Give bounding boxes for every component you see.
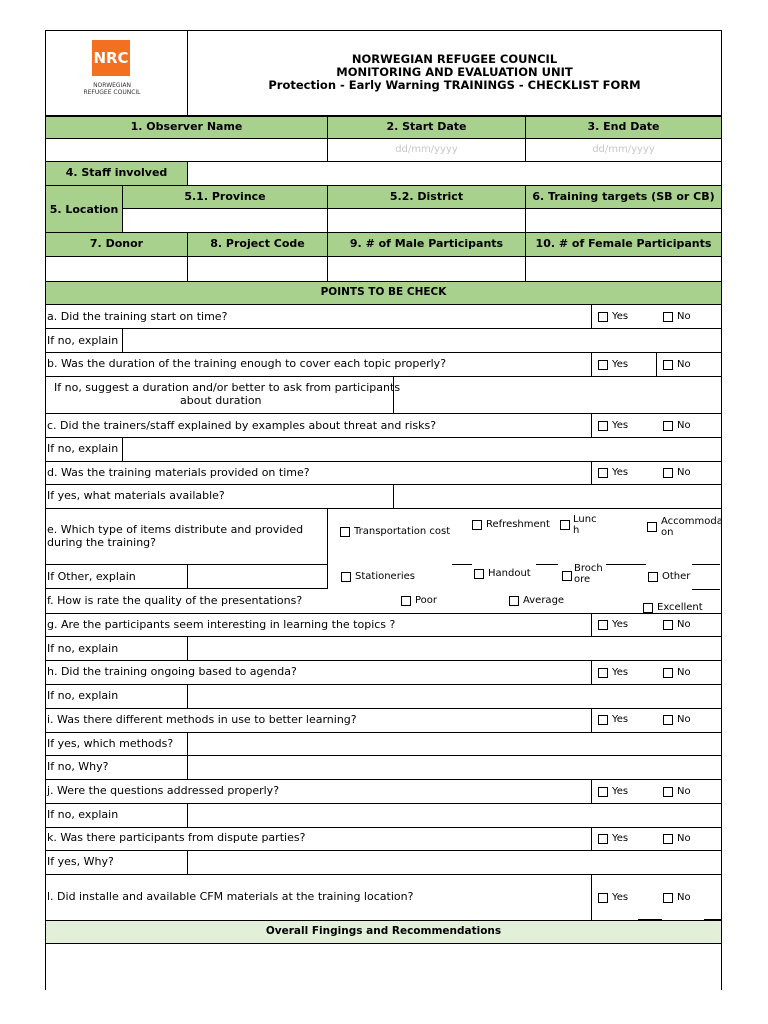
handout-label: Handout	[488, 568, 531, 579]
question-d-explain: If yes, what materials available?	[47, 489, 225, 502]
donor-field[interactable]	[45, 256, 188, 282]
district-field[interactable]	[327, 208, 526, 233]
province-field[interactable]	[122, 208, 328, 233]
yes-label: Yes	[612, 311, 629, 322]
nrc-logo: NRC	[92, 40, 130, 76]
yes-checkbox[interactable]	[598, 668, 608, 678]
yes-checkbox[interactable]	[598, 787, 608, 797]
row-line	[45, 376, 722, 377]
female-participants-label: 10. # of Female Participants	[535, 237, 712, 250]
question-a-explain: If no, explain	[47, 334, 119, 347]
option-underline	[704, 484, 721, 485]
no-label: No	[677, 833, 691, 844]
no-label: No	[677, 359, 691, 370]
donor-label: 7. Donor	[89, 237, 144, 250]
accommodation-checkbox[interactable]	[647, 522, 657, 532]
province-label: 5.1. Province	[184, 190, 266, 203]
points-section-title: POINTS TO BE CHECK	[320, 286, 447, 298]
question-j: j. Were the questions addressed properly?	[47, 784, 280, 797]
average-checkbox[interactable]	[509, 596, 519, 606]
question-i-explain-no: If no, Why?	[47, 760, 109, 773]
q-c-explain-divider	[122, 437, 123, 461]
question-k: k. Was there participants from dispute parties?	[47, 831, 306, 844]
question-i: i. Was there different methods in use to better learning?	[47, 713, 357, 726]
question-b-explain-line1: If no, suggest a duration and/or better to ask from participants	[54, 381, 401, 394]
question-l: l. Did installe and available CFM materials at the training location?	[47, 890, 414, 903]
question-f: f. How is rate the quality of the presentations?	[47, 594, 303, 607]
accommodation-label-line2: on	[661, 527, 674, 538]
question-i-explain-yes: If yes, which methods?	[47, 737, 174, 750]
brochure-label-line2: ore	[574, 574, 591, 585]
no-label: No	[677, 311, 691, 322]
logo-org-line2: REFUGEE COUNCIL	[83, 89, 141, 96]
row-line	[45, 660, 722, 661]
lunch-label-line1: Lunc	[573, 514, 597, 525]
no-checkbox[interactable]	[663, 715, 673, 725]
district-label: 5.2. District	[389, 190, 464, 203]
yes-label: Yes	[612, 420, 629, 431]
yes-checkbox[interactable]	[598, 715, 608, 725]
checklist-left-border	[45, 305, 46, 990]
yes-checkbox[interactable]	[598, 468, 608, 478]
no-checkbox[interactable]	[663, 893, 673, 903]
yes-checkbox[interactable]	[598, 620, 608, 630]
q-i-yes-divider	[187, 732, 188, 755]
no-label: No	[677, 892, 691, 903]
overall-recommendations-area[interactable]	[46, 944, 721, 990]
other-checkbox[interactable]	[648, 572, 658, 582]
yes-checkbox[interactable]	[598, 893, 608, 903]
row-line	[45, 803, 722, 804]
q-g-divider	[591, 613, 592, 636]
end-date-label: 3. End Date	[587, 120, 660, 133]
no-label: No	[677, 619, 691, 630]
question-d: d. Was the training materials provided on time?	[47, 466, 310, 479]
option-underline	[640, 484, 662, 485]
accommodation-label-line1: Accommoda	[661, 516, 723, 527]
project-code-label: 8. Project Code	[210, 237, 305, 250]
row-line	[45, 328, 722, 329]
row-line	[45, 461, 722, 462]
item-underline	[692, 564, 720, 565]
q-c-divider	[591, 413, 592, 437]
no-label: No	[677, 667, 691, 678]
row-line	[45, 755, 722, 756]
option-underline	[638, 328, 662, 329]
row-line	[45, 874, 722, 875]
question-e-line1: e. Which type of items distribute and provided	[47, 523, 304, 536]
no-checkbox[interactable]	[663, 668, 673, 678]
question-h: h. Did the training ongoing based to agenda?	[47, 665, 297, 678]
q-l-divider	[591, 874, 592, 920]
excellent-label: Excellent	[657, 602, 703, 613]
handout-checkbox[interactable]	[474, 569, 484, 579]
item-underline	[536, 564, 558, 565]
question-g: g. Are the participants seem interesting in learning the topics ?	[47, 618, 396, 631]
stationeries-checkbox[interactable]	[341, 572, 351, 582]
no-label: No	[677, 714, 691, 725]
yes-label: Yes	[612, 786, 629, 797]
no-checkbox[interactable]	[663, 620, 673, 630]
observer-name-field[interactable]	[45, 138, 328, 162]
q-b-explain-divider	[393, 376, 394, 413]
no-label: No	[677, 420, 691, 431]
start-date-placeholder: dd/mm/yyyy	[395, 144, 458, 155]
row-line	[45, 484, 722, 485]
question-e-line2: during the training?	[47, 536, 156, 549]
q-b-divider2	[656, 352, 657, 376]
q-e-divider	[327, 508, 328, 565]
male-participants-label: 9. # of Male Participants	[349, 237, 504, 250]
excellent-checkbox[interactable]	[643, 603, 653, 613]
q-k-divider	[591, 827, 592, 850]
refreshment-label: Refreshment	[486, 519, 550, 530]
no-checkbox[interactable]	[663, 360, 673, 370]
header-line2: MONITORING AND EVALUATION UNIT	[336, 65, 573, 79]
transportation-label: Transportation cost	[354, 526, 451, 537]
yes-label: Yes	[612, 714, 629, 725]
row-line	[45, 708, 722, 709]
question-j-explain: If no, explain	[47, 808, 119, 821]
row-line	[45, 437, 722, 438]
item-underline	[606, 564, 646, 565]
brochure-label-line1: Broch	[574, 563, 603, 574]
training-targets-field[interactable]	[525, 208, 722, 233]
q-j-divider	[591, 779, 592, 803]
header-line3: Protection - Early Warning TRAININGS - CHECKLIST FORM	[268, 78, 641, 92]
row-line	[45, 352, 722, 353]
q-d-explain-divider	[393, 484, 394, 508]
question-k-explain: If yes, Why?	[47, 855, 114, 868]
q-b-divider	[591, 352, 592, 376]
stationeries-label: Stationeries	[355, 571, 415, 582]
yes-label: Yes	[612, 467, 629, 478]
yes-checkbox[interactable]	[598, 360, 608, 370]
overall-section-title: Overall Fingings and Recommendations	[265, 925, 502, 937]
no-checkbox[interactable]	[663, 312, 673, 322]
q-j-explain-divider	[187, 803, 188, 827]
q-a-divider	[591, 305, 592, 328]
row-line	[45, 850, 722, 851]
e-other-field[interactable]	[187, 564, 328, 589]
question-g-explain: If no, explain	[47, 642, 119, 655]
header-line1: NORWEGIAN REFUGEE COUNCIL	[351, 52, 558, 66]
yes-label: Yes	[612, 359, 629, 370]
item-underline	[692, 589, 720, 590]
staff-involved-label: 4. Staff involved	[65, 166, 168, 179]
no-checkbox[interactable]	[663, 421, 673, 431]
question-e-other: If Other, explain	[47, 570, 136, 583]
q-d-divider	[591, 461, 592, 484]
q-a-explain-divider	[122, 328, 123, 352]
transportation-checkbox[interactable]	[340, 527, 350, 537]
q-h-divider	[591, 660, 592, 684]
refreshment-checkbox[interactable]	[472, 520, 482, 530]
row-line	[45, 613, 722, 614]
q-g-explain-divider	[187, 636, 188, 660]
question-b-explain-line2: about duration	[180, 394, 262, 407]
poor-label: Poor	[415, 595, 438, 606]
lunch-label-line2: h	[573, 525, 580, 536]
no-label: No	[677, 786, 691, 797]
project-code-field[interactable]	[187, 256, 328, 282]
option-underline	[705, 376, 721, 377]
location-label: 5. Location	[49, 203, 119, 216]
yes-label: Yes	[612, 833, 629, 844]
male-participants-field[interactable]	[327, 256, 526, 282]
poor-checkbox[interactable]	[401, 596, 411, 606]
training-targets-label: 6. Training targets (SB or CB)	[532, 190, 715, 203]
female-participants-field[interactable]	[525, 256, 722, 282]
start-date-label: 2. Start Date	[386, 120, 467, 133]
lunch-checkbox[interactable]	[560, 520, 570, 530]
yes-label: Yes	[612, 619, 629, 630]
item-underline	[452, 564, 472, 565]
row-line	[45, 732, 722, 733]
other-label: Other	[662, 571, 691, 582]
yes-label: Yes	[612, 892, 629, 903]
no-label: No	[677, 467, 691, 478]
yes-checkbox[interactable]	[598, 421, 608, 431]
q-h-explain-divider	[187, 684, 188, 708]
no-checkbox[interactable]	[663, 834, 673, 844]
row-line	[45, 636, 722, 637]
row-line	[45, 684, 722, 685]
yes-checkbox[interactable]	[598, 834, 608, 844]
observer-name-label: 1. Observer Name	[130, 120, 243, 133]
question-h-explain: If no, explain	[47, 689, 119, 702]
no-checkbox[interactable]	[663, 468, 673, 478]
q-i-no-divider	[187, 755, 188, 779]
q-i-divider	[591, 708, 592, 732]
question-c: c. Did the trainers/staff explained by examples about threat and risks?	[47, 419, 437, 432]
q-k-explain-divider	[187, 850, 188, 874]
option-underline	[704, 328, 721, 329]
checklist-right-border	[721, 305, 722, 990]
no-checkbox[interactable]	[663, 787, 673, 797]
yes-checkbox[interactable]	[598, 312, 608, 322]
row-line	[45, 779, 722, 780]
logo-org-line1: NORWEGIAN	[93, 82, 131, 89]
row-line	[45, 827, 722, 828]
average-label: Average	[523, 595, 565, 606]
yes-label: Yes	[612, 667, 629, 678]
staff-involved-field[interactable]	[187, 161, 722, 186]
brochure-checkbox[interactable]	[562, 571, 572, 581]
question-b: b. Was the duration of the training enough to cover each topic properly?	[47, 357, 447, 370]
question-c-explain: If no, explain	[47, 442, 119, 455]
row-line	[45, 508, 722, 509]
question-a: a. Did the training start on time?	[47, 310, 228, 323]
end-date-placeholder: dd/mm/yyyy	[592, 144, 655, 155]
row-line	[45, 413, 722, 414]
